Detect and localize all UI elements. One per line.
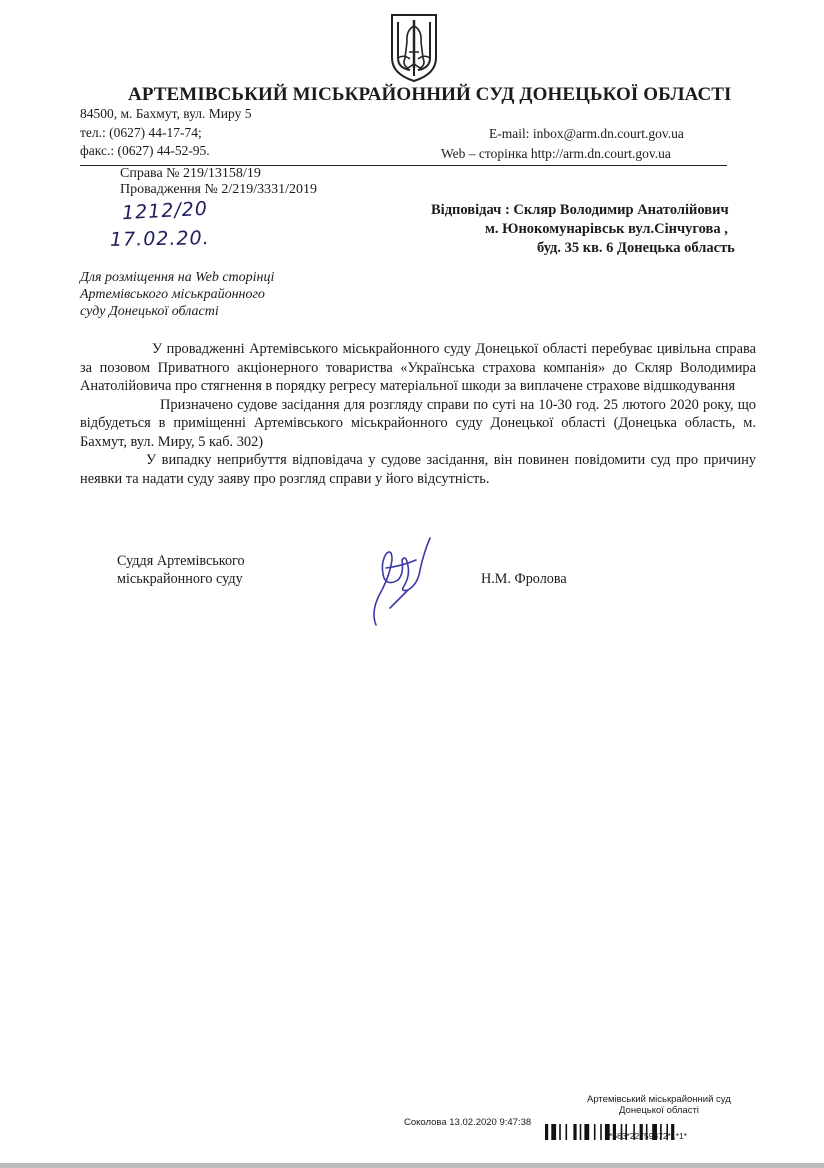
handwritten-date-2: 17.02.20. xyxy=(109,227,210,251)
barcode-bar xyxy=(545,1124,548,1140)
web-note-line3: суду Донецької області xyxy=(80,304,219,319)
respondent-address-line2: буд. 35 кв. 6 Донецька область xyxy=(537,240,735,256)
judge-title-line1: Суддя Артемівського xyxy=(117,553,245,569)
clerk-timestamp: Соколова 13.02.2020 9:47:38 xyxy=(404,1117,532,1128)
body-paragraph-1: У провадженні Артемівського міськрайонного суду Донецької області перебуває цивільна справа за позовом Приватного акціонерного товариства «Українська страхова компанія» до Скляр Володимира Анатолійовича про стягнення в порядку регресу матеріальної шкоди за виплачене страхове відшкодування xyxy=(80,341,756,394)
barcode-bar xyxy=(580,1124,582,1140)
barcode-bar xyxy=(559,1124,561,1140)
barcode-bar xyxy=(566,1124,568,1140)
scan-edge xyxy=(0,1163,824,1168)
case-number: Справа № 219/13158/19 xyxy=(120,166,261,181)
web-note-line1: Для розміщення на Web сторінці xyxy=(80,270,275,285)
barcode-number: *563*22759872*1*1* xyxy=(609,1131,687,1141)
registry-court-name: Артемівський міськрайонний суд xyxy=(587,1094,731,1105)
notice-body xyxy=(80,340,756,488)
judge-title-line2: міськрайонного суду xyxy=(117,571,243,587)
court-address: 84500, м. Бахмут, вул. Миру 5 xyxy=(80,106,252,121)
handwritten-date-1: 1212/20 xyxy=(121,197,209,225)
barcode-bar xyxy=(600,1124,602,1140)
respondent-name: Відповідач : Скляр Володимир Анатолійович xyxy=(431,202,729,218)
court-email: E-mail: inbox@arm.dn.court.gov.ua xyxy=(489,126,684,141)
web-note-line2: Артемівського міськрайонного xyxy=(80,287,265,302)
registry-region: Донецької області xyxy=(619,1105,699,1116)
court-website: Web – сторінка http://arm.dn.court.gov.ua xyxy=(441,146,671,161)
barcode-bar xyxy=(551,1124,556,1140)
judge-name: Н.М. Фролова xyxy=(481,571,567,587)
barcode-bar xyxy=(573,1124,576,1140)
respondent-address-line1: м. Юнокомунарівськ вул.Сінчугова , xyxy=(485,221,728,237)
body-paragraph-3: У випадку неприбуття відповідача у судове засідання, він повинен повідомити суд про причину неявки та надати суду заяву про розгляд справи у його відсутність. xyxy=(80,452,756,487)
handwritten-signature xyxy=(368,530,443,630)
barcode-bar xyxy=(584,1124,589,1140)
coat-of-arms-icon xyxy=(388,12,440,84)
court-phone: тел.: (0627) 44-17-74; xyxy=(80,125,202,140)
body-paragraph-2: Призначено судове засідання для розгляду справи по суті на 10-30 год. 25 лютого 2020 року, що відбудеться в приміщенні Артемівського міськрайонного суду Донецької області (Донецька область, м. Бахмут, вул. Миру, 5 каб. 302) xyxy=(80,396,756,450)
proceeding-number: Провадження № 2/219/3331/2019 xyxy=(120,182,318,197)
court-name: АРТЕМІВСЬКИЙ МІСЬКРАЙОННИЙ СУД ДОНЕЦЬКОЇ ОБЛАСТІ xyxy=(128,84,732,105)
court-fax: факс.: (0627) 44-52-95. xyxy=(80,143,210,158)
barcode-bar xyxy=(594,1124,596,1140)
